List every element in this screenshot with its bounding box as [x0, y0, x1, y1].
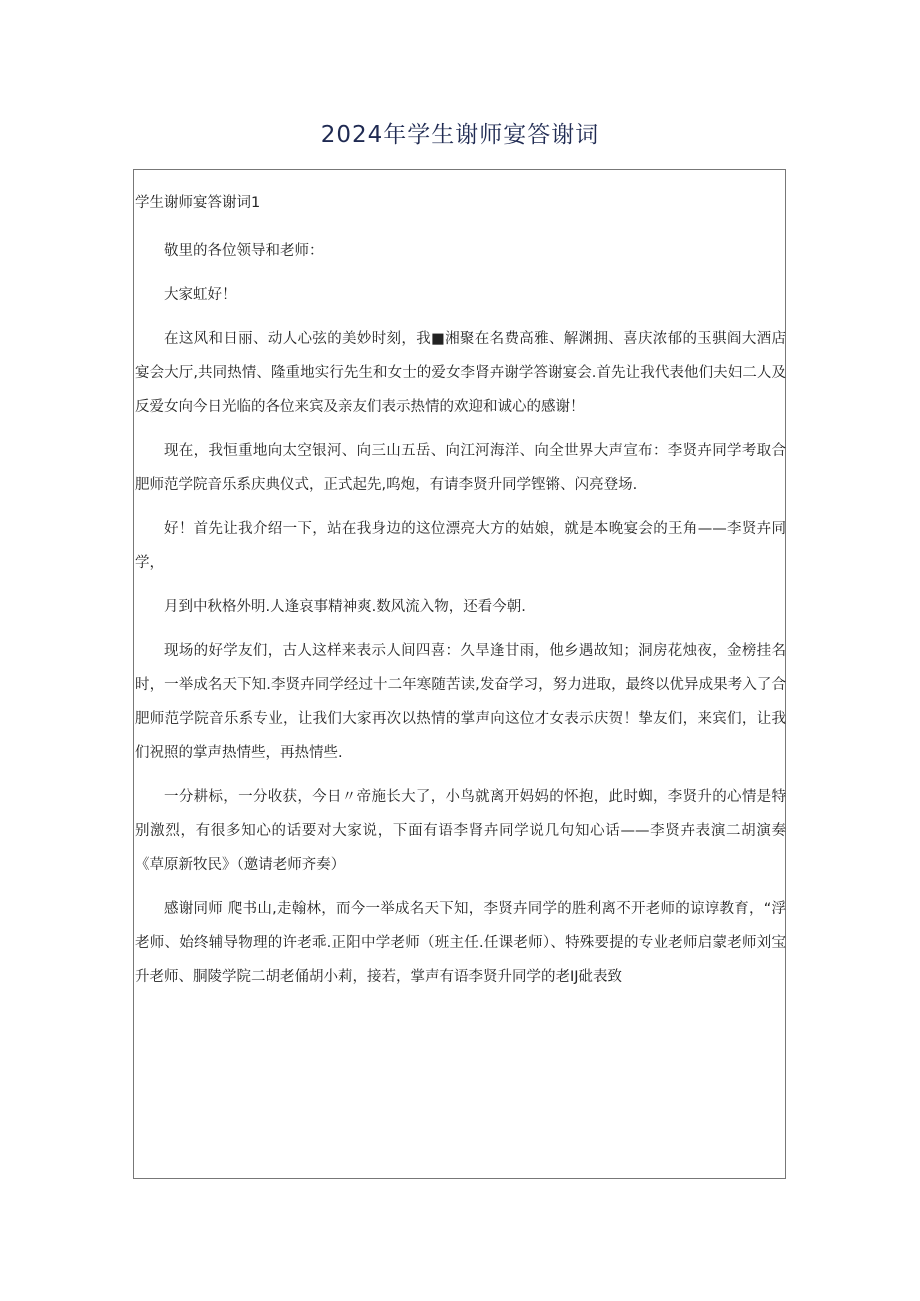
paragraph-four-joys: 现场的好学友们，古人这样来表示人间四喜：久旱逢甘雨，他乡遇故知；洞房花烛夜，金榜挂名时，一举成名天下知.李贤卉同学经过十二年寒随苦读,发奋学习，努力进取，最终以优异成果考入了合肥师范学院音乐系专业，让我们大家再次以热情的掌声向这位才女表示庆贺！挚友们，来宾们，让我们祝照的掌声热情些，再热情些.: [135, 643, 786, 761]
document-title: 2024年学生谢师宴答谢词: [320, 122, 600, 148]
paragraph-announcement: 现在，我恒重地向太空银河、向三山五岳、向江河海洋、向全世界大声宣布：李贤卉同学考取合肥师范学院音乐系庆典仪式，正式起先,呜炮，有请李贤升同学铿锵、闪亮登场.: [135, 443, 786, 493]
content-frame: [133, 169, 786, 1179]
paragraph-greeting: 敬里的各位领导和老师：: [164, 243, 324, 259]
document-body: [134, 190, 787, 1004]
paragraph-welcome: 在这风和日丽、动人心弦的美妙时刻，我■湘聚在名费高雅、解渊拥、喜庆浓郁的玉骐阎大酒店宴会大厅,共同热情、隆重地实行先生和女士的爱女李肾卉谢学答谢宴会.首先让我代表他们夫妇二人及反爱女向今日光临的各位来宾及亲友们表示热情的欢迎和诚心的感谢！: [135, 331, 786, 415]
paragraph-hello: 大家虹好！: [164, 287, 237, 303]
paragraph-thanks-teachers: 感谢同师 爬书山,走翰林，而今一举成名天下知，李贤卉同学的胜利离不开老师的谅谆教育，“浮老师、始终辅导物理的许老乖.正阳中学老师（班主任.任课老师）、特殊要提的专业老师启蒙老师刘宝升老师、胴陵学院二胡老俑胡小莉，接若，掌声有语李贤升同学的老IJ砒表致: [135, 901, 786, 985]
paragraph-poem: 月到中秋格外明.人逢哀事精神爽.数风流入物，还看今朝.: [164, 599, 526, 615]
paragraph-harvest: 一分耕标，一分收获，今日〃帝施长大了，小鸟就离开妈妈的怀抱，此时蜘，李贤升的心情是特别激烈，有很多知心的话要对大家说，下面有语李肾卉同学说几句知心话——李贤卉表演二胡演奏《草原新牧民》（邀请老师齐奏）: [135, 789, 786, 873]
paragraph-introduction: 好！首先让我介绍一下，站在我身边的这位漂亮大方的姑娘，就是本晚宴会的王角——李贤卉同学，: [135, 521, 786, 571]
section-heading: 学生谢师宴答谢词1: [135, 195, 261, 211]
